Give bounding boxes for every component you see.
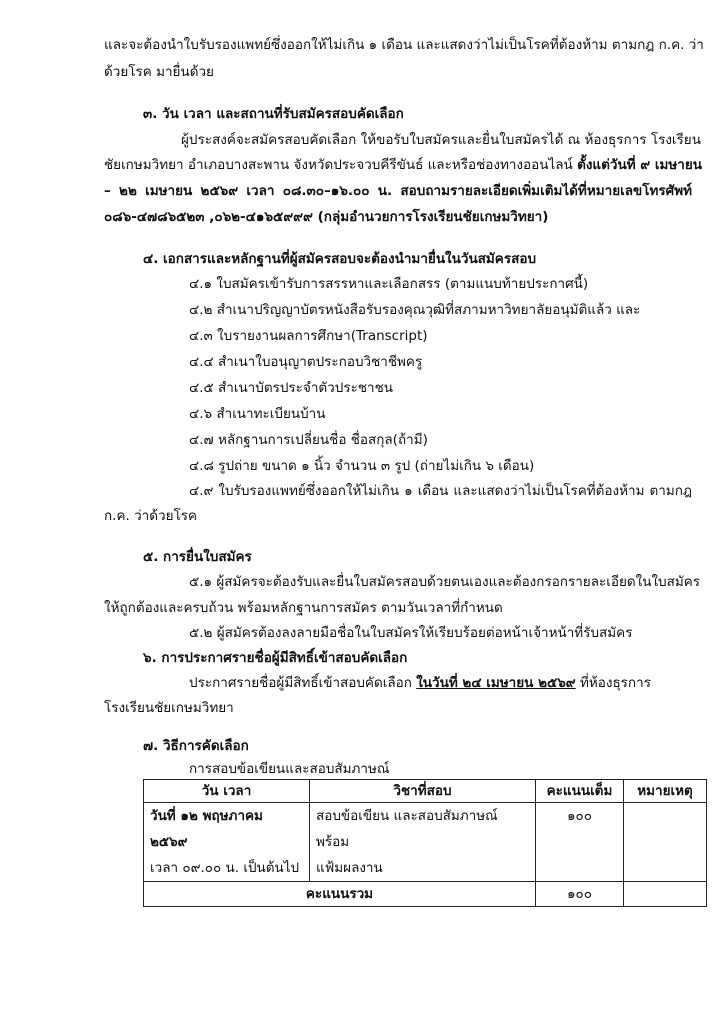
table-header-row [144, 780, 707, 803]
section-4-item-2: ๔.๒ สำเนาปริญญาบัตรหนังสือรับรองคุณวุฒิที่สภามหาวิทยาลัยอนุมัติแล้ว และ [189, 302, 641, 318]
section-3-paragraph-line-2 [104, 156, 703, 174]
cell-note [624, 803, 707, 882]
section-5-item-1-continued: ให้ถูกต้องและครบถ้วน พร้อมหลักฐานการสมัคร ตามวันเวลาที่กำหนด [104, 600, 503, 616]
section-4-item-9: ๔.๙ ใบรับรองแพทย์ซึ่งออกให้ไม่เกิน ๑ เดือน และแสดงว่าไม่เป็นโรคที่ต้องห้าม ตามกฎ [189, 483, 692, 499]
header-full-score: คะแนนเต็ม [536, 780, 624, 803]
section-4-heading: ๔. เอกสารและหลักฐานที่ผู้สมัครสอบจะต้องนำมายื่นในวันสมัครสอบ [143, 251, 537, 267]
table-row [144, 803, 707, 882]
section-6-location: ที่ห้องธุรการ [575, 675, 651, 691]
section-3-paragraph-line-1: ผู้ประสงค์จะสมัครสอบคัดเลือก ให้ขอรับใบสมัครและยื่นใบสมัครได้ ณ ห้องธุรการ โรงเรียน [181, 132, 701, 148]
exam-subject-line-1: สอบข้อเขียน และสอบสัมภาษณ์พร้อม [316, 808, 498, 850]
section-5-item-2: ๕.๒ ผู้สมัครต้องลงลายมือชื่อในใบสมัครให้เรียบร้อยต่อหน้าเจ้าหน้าที่รับสมัคร [189, 625, 633, 641]
section-3-paragraph-line-3: – ๒๒ เมษายน ๒๕๖๙ เวลา ๐๘.๓๐–๑๖.๐๐ น. สอบถามรายละเอียดเพิ่มเติมได้ที่หมายเลขโทรศัพท์ [104, 183, 692, 199]
exam-date: วันที่ ๑๒ พฤษภาคม ๒๕๖๙ [150, 808, 263, 850]
section-4-item-1: ๔.๑ ใบสมัครเข้ารับการสรรหาและเลือกสรร (ตามแนบท้ายประกาศนี้) [189, 276, 589, 292]
section-5-item-1: ๕.๑ ผู้สมัครจะต้องรับและยื่นใบสมัครสอบด้วยตนเองและต้องกรอกรายละเอียดในใบสมัคร [189, 574, 701, 590]
section-6-paragraph-line-2: โรงเรียนชัยเกษมวิทยา [104, 700, 234, 716]
section-6-paragraph-line-1 [189, 674, 651, 692]
exam-subject-line-2: แฟ้มผลงาน [316, 860, 383, 876]
section-4-item-6: ๔.๖ สำเนาทะเบียนบ้าน [189, 406, 326, 422]
section-7-intro: การสอบข้อเขียนและสอบสัมภาษณ์ [189, 761, 390, 777]
header-subject: วิชาที่สอบ [310, 780, 536, 803]
exam-schedule-table [143, 779, 707, 907]
section-6-text: ประกาศรายชื่อผู้มีสิทธิ์เข้าสอบคัดเลือก [189, 675, 417, 691]
total-note [624, 882, 707, 907]
cell-datetime [144, 803, 310, 882]
section-4-item-5: ๔.๕ สำเนาบัตรประจำตัวประชาชน [189, 380, 393, 396]
section-3-date-start: ตั้งแต่วันที่ ๙ เมษายน [577, 157, 703, 173]
exam-time: เวลา ๐๙.๐๐ น. เป็นต้นไป [150, 860, 300, 876]
section-3-paragraph-line-4: ๐๘๖-๔๗๘๖๕๒๓ ,๐๖๒-๔๑๖๕๙๙๙ (กลุ่มอำนวยการโรงเรียนชัยเกษมวิทยา) [104, 209, 549, 225]
total-label: คะแนนรวม [144, 882, 536, 907]
section-4-item-8: ๔.๘ รูปถ่าย ขนาด ๑ นิ้ว จำนวน ๓ รูป (ถ่ายไม่เกิน ๖ เดือน) [189, 458, 535, 474]
section-5-heading: ๕. การยื่นใบสมัคร [143, 549, 252, 565]
section-3-heading: ๓. วัน เวลา และสถานที่รับสมัครสอบคัดเลือก [143, 106, 404, 122]
cell-subject [310, 803, 536, 882]
section-4-item-9-continued: ก.ค. ว่าด้วยโรค [104, 508, 198, 524]
section-6-announce-date: ในวันที่ ๒๔ เมษายน ๒๕๖๙ [416, 675, 576, 691]
section-4-item-3: ๔.๓ ใบรายงานผลการศึกษา(Transcript) [189, 328, 428, 344]
cell-full-score: ๑๐๐ [536, 803, 624, 882]
table-total-row [144, 882, 707, 907]
header-datetime: วัน เวลา [144, 780, 310, 803]
section-7-heading: ๗. วิธีการคัดเลือก [143, 738, 249, 754]
section-4-item-7: ๔.๗ หลักฐานการเปลี่ยนชื่อ ชื่อสกุล(ถ้ามี) [189, 432, 428, 448]
total-score: ๑๐๐ [536, 882, 624, 907]
intro-line-1: และจะต้องนำใบรับรองแพทย์ซึ่งออกให้ไม่เกิน ๑ เดือน และแสดงว่าไม่เป็นโรคที่ต้องห้าม ตามกฎ ก.ค. ว่า [104, 37, 704, 53]
section-6-heading: ๖. การประกาศรายชื่อผู้มีสิทธิ์เข้าสอบคัดเลือก [143, 650, 408, 666]
header-note: หมายเหตุ [624, 780, 707, 803]
intro-line-2: ด้วยโรค มายื่นด้วย [104, 64, 214, 80]
section-4-item-4: ๔.๔ สำเนาใบอนุญาตประกอบวิชาชีพครู [189, 354, 423, 370]
section-3-location: ชัยเกษมวิทยา อำเภอบางสะพาน จังหวัดประจวบคีรีขันธ์ และหรือช่องทางออนไลน์ [104, 157, 578, 173]
